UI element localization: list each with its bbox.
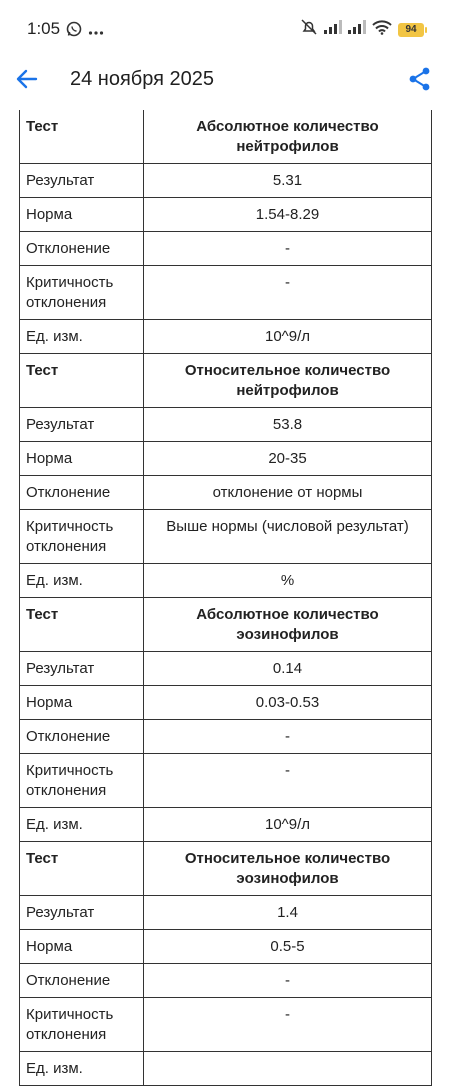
wifi-icon (372, 20, 392, 40)
result-label: Результат (20, 408, 144, 442)
test-name-row (20, 842, 432, 896)
norm-value: 0.5-5 (144, 930, 432, 964)
unit-row (20, 320, 432, 354)
deviation-label: Отклонение (20, 476, 144, 510)
test-name-row (20, 354, 432, 408)
result-row (20, 652, 432, 686)
app-header (0, 56, 450, 102)
share-icon (406, 65, 434, 93)
results-table-container[interactable] (19, 110, 432, 1077)
back-button[interactable] (12, 64, 42, 94)
norm-label: Норма (20, 198, 144, 232)
deviation-value: - (144, 964, 432, 998)
arrow-left-icon (12, 64, 42, 94)
test-name-value: Абсолютное количество эозинофилов (144, 598, 432, 652)
test-name-label: Тест (20, 110, 144, 164)
norm-row (20, 686, 432, 720)
norm-label: Норма (20, 930, 144, 964)
result-label: Результат (20, 164, 144, 198)
unit-row (20, 1052, 432, 1086)
result-value: 53.8 (144, 408, 432, 442)
criticality-value: Выше нормы (числовой результат) (144, 510, 432, 564)
criticality-label: Критичность отклонения (20, 510, 144, 564)
criticality-value: - (144, 266, 432, 320)
norm-row (20, 442, 432, 476)
deviation-label: Отклонение (20, 720, 144, 754)
test-name-label: Тест (20, 354, 144, 408)
result-row (20, 164, 432, 198)
test-name-value: Относительное количество эозинофилов (144, 842, 432, 896)
battery-icon: 94 (398, 23, 424, 37)
deviation-row (20, 720, 432, 754)
result-row (20, 896, 432, 930)
deviation-row (20, 476, 432, 510)
result-value: 1.4 (144, 896, 432, 930)
test-name-value: Относительное количество нейтрофилов (144, 354, 432, 408)
test-name-label: Тест (20, 598, 144, 652)
criticality-label: Критичность отклонения (20, 998, 144, 1052)
criticality-value: - (144, 998, 432, 1052)
share-button[interactable] (406, 65, 434, 93)
norm-label: Норма (20, 686, 144, 720)
result-row (20, 408, 432, 442)
deviation-row (20, 232, 432, 266)
deviation-row (20, 964, 432, 998)
signal-icon-2 (348, 20, 366, 39)
signal-icon-1 (324, 20, 342, 39)
deviation-value: - (144, 232, 432, 266)
norm-label: Норма (20, 442, 144, 476)
unit-value: 10^9/л (144, 808, 432, 842)
unit-value: % (144, 564, 432, 598)
norm-row (20, 930, 432, 964)
deviation-label: Отклонение (20, 964, 144, 998)
unit-row (20, 564, 432, 598)
result-label: Результат (20, 652, 144, 686)
unit-row (20, 808, 432, 842)
unit-label: Ед. изм. (20, 1052, 144, 1086)
criticality-label: Критичность отклонения (20, 266, 144, 320)
status-time: 1:05 (27, 19, 61, 38)
status-bar (0, 0, 450, 56)
criticality-value: - (144, 754, 432, 808)
deviation-value: - (144, 720, 432, 754)
unit-label: Ед. изм. (20, 808, 144, 842)
result-value: 5.31 (144, 164, 432, 198)
norm-row (20, 198, 432, 232)
criticality-row (20, 266, 432, 320)
criticality-row (20, 754, 432, 808)
result-value: 0.14 (144, 652, 432, 686)
test-name-row (20, 598, 432, 652)
norm-value: 0.03-0.53 (144, 686, 432, 720)
results-table (19, 110, 432, 1086)
deviation-value: отклонение от нормы (144, 476, 432, 510)
norm-value: 20-35 (144, 442, 432, 476)
unit-label: Ед. изм. (20, 320, 144, 354)
unit-value (144, 1052, 432, 1086)
norm-value: 1.54-8.29 (144, 198, 432, 232)
test-name-value: Абсолютное количество нейтрофилов (144, 110, 432, 164)
page-title: 24 ноября 2025 (70, 68, 215, 90)
criticality-row (20, 510, 432, 564)
unit-label: Ед. изм. (20, 564, 144, 598)
whatsapp-icon (66, 21, 82, 42)
criticality-row (20, 998, 432, 1052)
unit-value: 10^9/л (144, 320, 432, 354)
mute-icon (300, 18, 318, 41)
result-label: Результат (20, 896, 144, 930)
test-name-label: Тест (20, 842, 144, 896)
criticality-label: Критичность отклонения (20, 754, 144, 808)
deviation-label: Отклонение (20, 232, 144, 266)
more-notifications-icon (88, 23, 104, 41)
test-name-row (20, 110, 432, 164)
